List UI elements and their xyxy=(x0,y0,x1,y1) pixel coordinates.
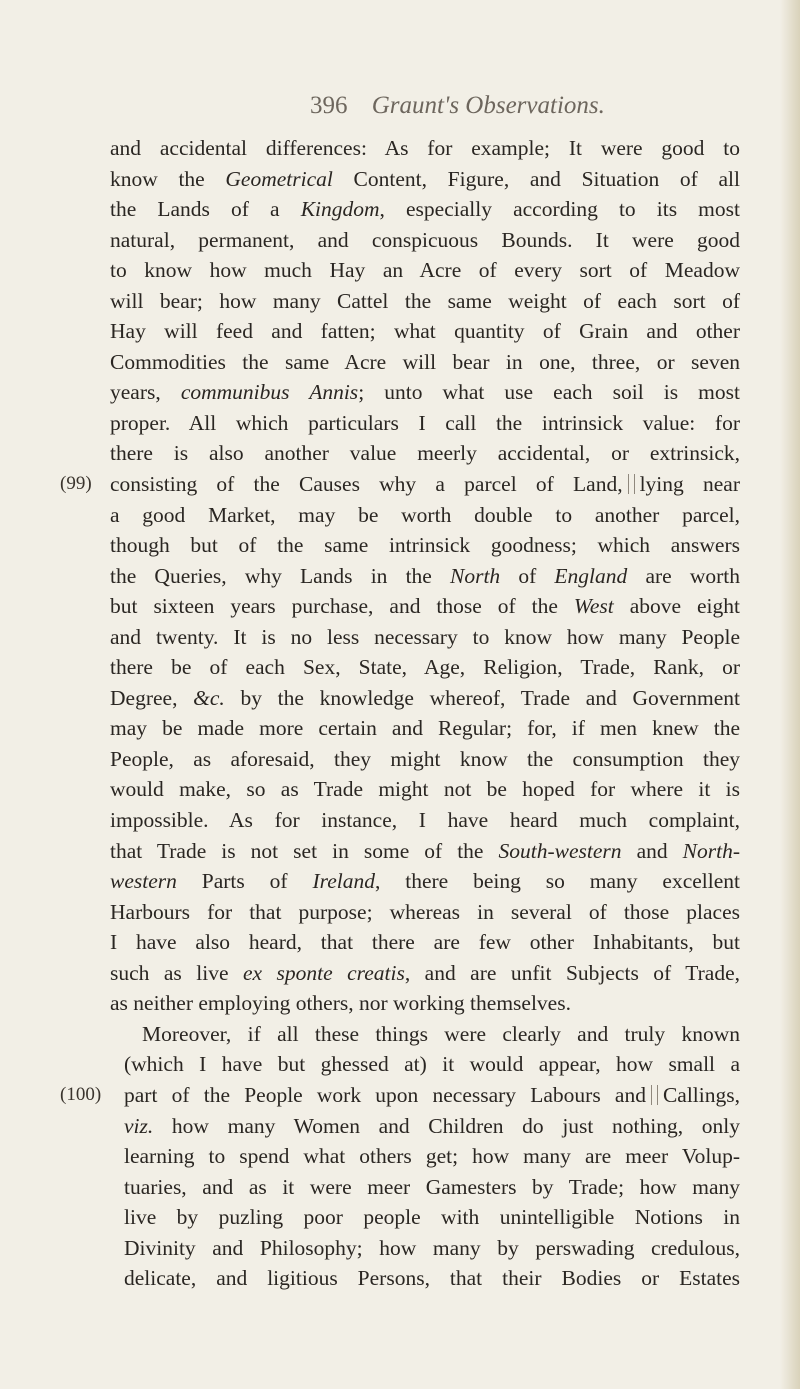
running-header xyxy=(310,92,605,120)
page-edge-shadow xyxy=(780,0,800,1389)
page-break-marker xyxy=(628,474,635,494)
text-line: Harbours for that purpose; whereas in several of those places xyxy=(110,899,740,924)
text-line: there be of each Sex, State, Age, Religion, Trade, Rank, or xyxy=(110,655,740,680)
text-line: such as live ex sponte creatis, and are unfit Subjects of Trade, xyxy=(110,960,741,985)
text-line: delicate, and ligitious Persons, that their Bodies or Estates xyxy=(124,1266,740,1291)
text-line: natural, permanent, and conspicuous Bounds. It were good xyxy=(110,227,740,252)
text-line: impossible. As for instance, I have heard much complaint, xyxy=(110,808,740,833)
margin-page-marker: (100) xyxy=(60,1083,102,1105)
text-line: western Parts of Ireland, there being so many excellent xyxy=(110,869,740,894)
text-line: would make, so as Trade might not be hoped for where it is xyxy=(110,777,740,802)
text-line: as neither employing others, nor working themselves. xyxy=(110,991,571,1016)
text-line: Commodities the same Acre will bear in one, three, or seven xyxy=(110,349,740,374)
text-line: I have also heard, that there are few other Inhabitants, but xyxy=(110,930,740,955)
text-line: tuaries, and as it were meer Gamesters by Trade; how many xyxy=(124,1174,740,1199)
text-line: live by puzling poor people with unintelligible Notions in xyxy=(124,1205,740,1230)
text-line: Divinity and Philosophy; how many by perswading credulous, xyxy=(124,1235,740,1260)
text-line: viz. how many Women and Children do just nothing, only xyxy=(124,1113,740,1138)
text-line: the Lands of a Kingdom, especially according to its most xyxy=(110,197,740,222)
text-line: People, as aforesaid, they might know the consumption they xyxy=(110,746,740,771)
text-line: and accidental differences: As for example; It were good to xyxy=(110,136,740,160)
text-line: (99) consisting of the Causes why a parcel of Land, lying near xyxy=(110,469,740,500)
text-line: years, communibus Annis; unto what use each soil is most xyxy=(110,380,740,405)
text-line: will bear; how many Cattel the same weight of each sort of xyxy=(110,288,740,313)
text-line: (which I have but ghessed at) it would appear, how small a xyxy=(124,1052,740,1077)
page-number: 396 xyxy=(310,92,348,119)
text-line: may be made more certain and Regular; for, if men knew the xyxy=(110,716,740,741)
text-line: proper. All which particulars I call the intrinsick value: for xyxy=(110,410,740,435)
text-line: and twenty. It is no less necessary to know how many People xyxy=(110,624,740,649)
page-break-marker xyxy=(651,1085,658,1105)
text-line: (100) part of the People work upon necessary Labours and Callings, xyxy=(110,1080,740,1111)
text-line: Degree, &c. by the knowledge whereof, Trade and Government xyxy=(110,685,740,710)
text-line: know the Geometrical Content, Figure, and Situation of all xyxy=(110,166,740,191)
text-line: that Trade is not set in some of the South-western and North- xyxy=(110,838,741,863)
text-line: but sixteen years purchase, and those of the West above eight xyxy=(110,594,741,619)
text-line: to know how much Hay an Acre of every sort of Meadow xyxy=(110,258,740,283)
text-line: Hay will feed and fatten; what quantity of Grain and other xyxy=(110,319,740,344)
text-line: the Queries, why Lands in the North of England are worth xyxy=(110,563,740,588)
text-line: learning to spend what others get; how many are meer Volup- xyxy=(124,1144,740,1169)
margin-page-marker: (99) xyxy=(60,473,92,495)
text-line: though but of the same intrinsick goodness; which answers xyxy=(110,533,740,558)
body-text xyxy=(60,133,741,1294)
running-title: Graunt's Observations. xyxy=(371,92,605,119)
text-line: there is also another value meerly accidental, or extrinsick, xyxy=(110,441,740,466)
text-line: a good Market, may be worth double to another parcel, xyxy=(110,502,740,527)
text-line: Moreover, if all these things were clearly and truly known xyxy=(142,1021,740,1046)
